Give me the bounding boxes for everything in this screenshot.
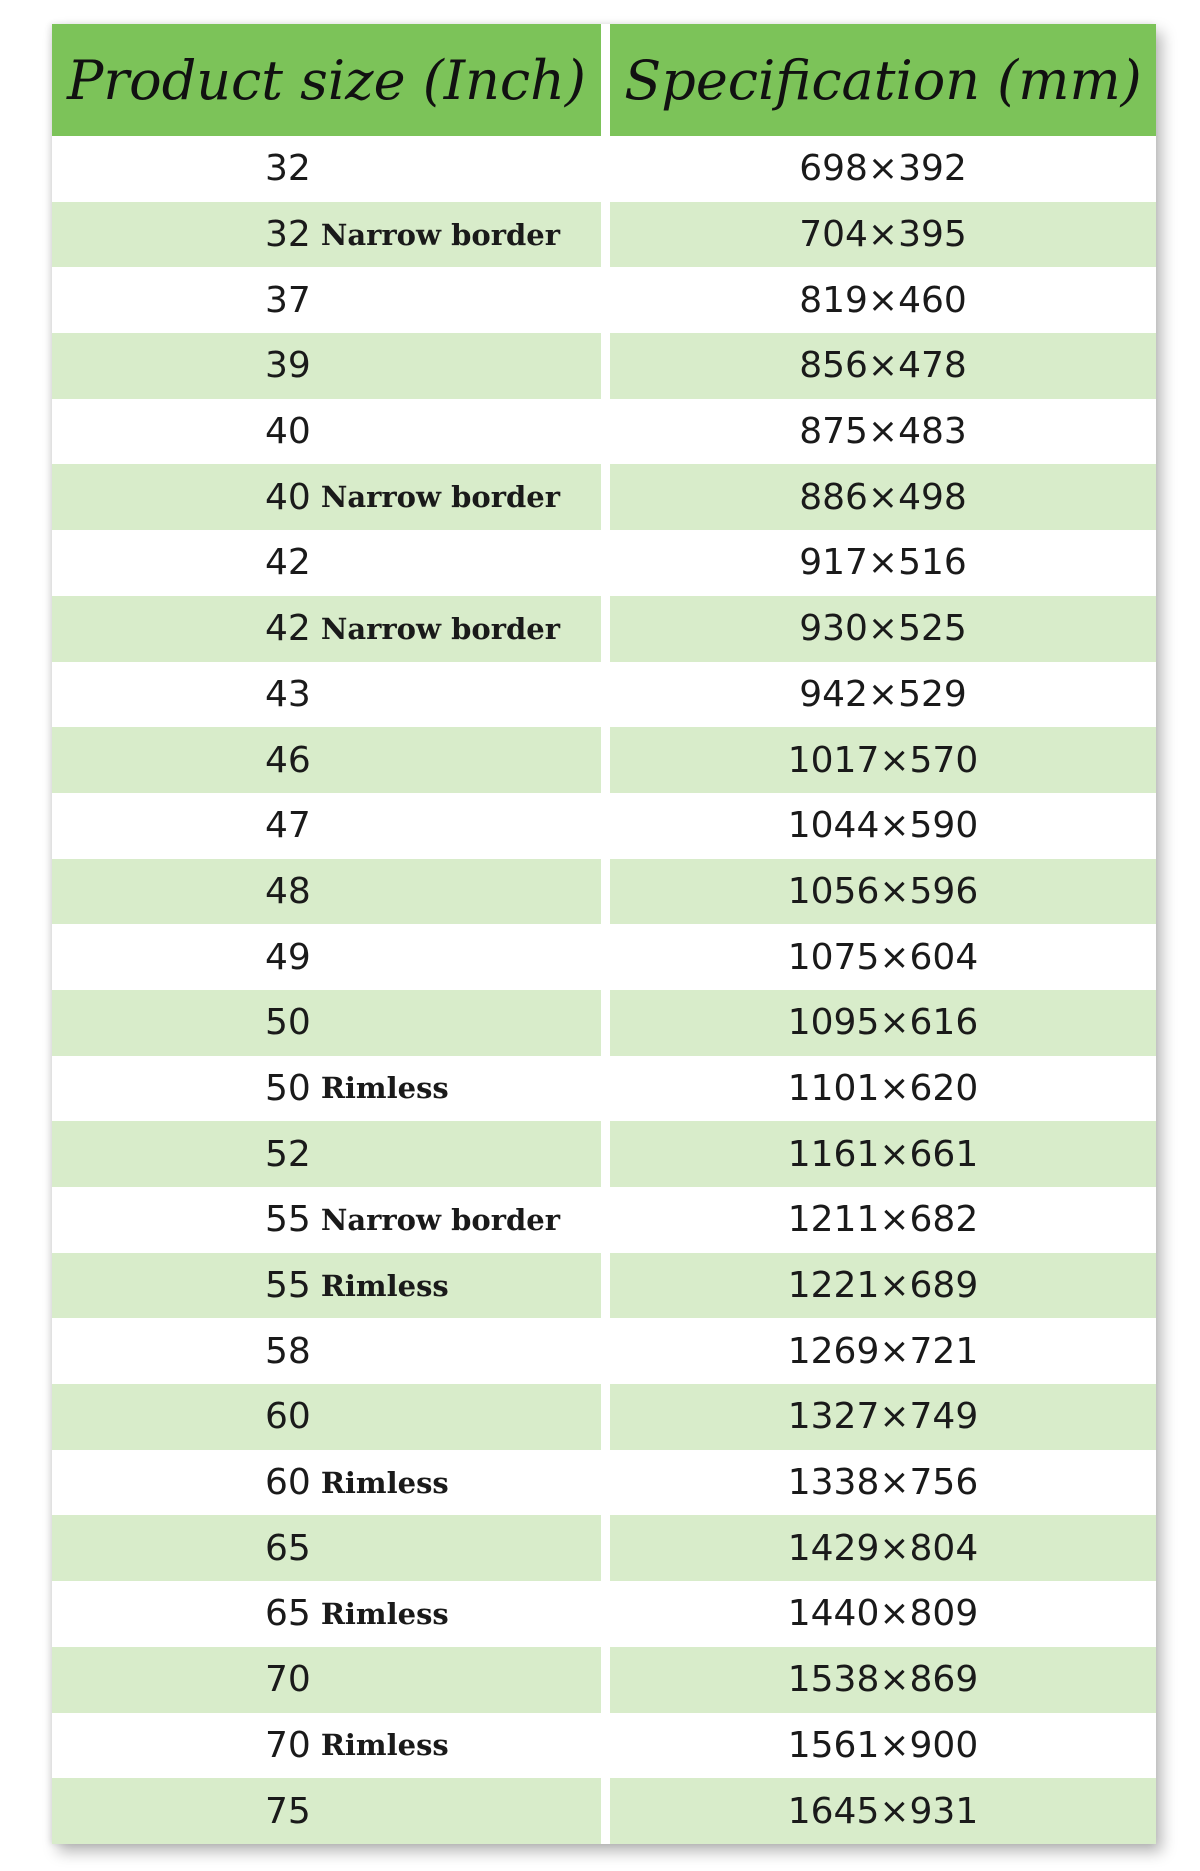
size-variant-note: Narrow border [320,611,560,646]
size-variant-note: Rimless [320,1465,449,1500]
specification-cell [610,399,1156,465]
specification-value: 704×395 [799,214,967,256]
product-size-cell [52,1581,601,1647]
product-size-cell [52,662,601,728]
product-size-cell [52,1450,601,1516]
size-value: 42 [265,608,311,650]
header-product-size: Product size (Inch) [52,24,601,136]
specification-cell [610,1056,1156,1122]
specification-value: 1429×804 [787,1527,979,1569]
size-value: 65 [265,1593,311,1635]
specification-value: 1440×809 [787,1593,979,1635]
size-value: 32 [265,148,311,190]
specification-cell [610,596,1156,662]
product-size-cell [52,1515,601,1581]
specification-value: 1044×590 [787,805,979,847]
size-value: 70 [265,1724,311,1766]
product-size-cell [52,1778,601,1844]
specification-value: 698×392 [799,148,967,190]
specification-value: 917×516 [799,542,967,584]
table-row [52,1187,1156,1253]
product-size-cell [52,924,601,990]
table-row [52,202,1156,268]
specification-cell [610,1253,1156,1319]
specification-cell [610,1581,1156,1647]
product-size-cell [52,859,601,925]
size-value: 40 [265,476,311,518]
specification-value: 1269×721 [787,1330,979,1372]
specification-cell [610,1515,1156,1581]
table-row [52,267,1156,333]
product-size-cell [52,136,601,202]
specification-cell [610,924,1156,990]
specification-value: 1161×661 [787,1133,979,1175]
specification-cell [610,1384,1156,1450]
product-size-cell [52,1318,601,1384]
specification-cell [610,1187,1156,1253]
table-row [52,333,1156,399]
specification-value: 1017×570 [787,739,979,781]
table-row [52,1647,1156,1713]
specification-cell [610,1778,1156,1844]
size-value: 58 [265,1330,311,1372]
table-row [52,399,1156,465]
table-row [52,990,1156,1056]
specification-value: 1327×749 [787,1396,979,1438]
product-size-cell [52,596,601,662]
product-size-cell [52,333,601,399]
product-size-cell [52,1056,601,1122]
size-value: 65 [265,1527,311,1569]
specification-cell [610,136,1156,202]
specification-cell [610,1713,1156,1779]
specification-value: 1101×620 [787,1067,979,1109]
specification-cell [610,859,1156,925]
size-variant-note: Rimless [320,1596,449,1631]
specification-value: 930×525 [799,608,967,650]
size-value: 40 [265,411,311,453]
product-size-cell [52,1713,601,1779]
specification-value: 1338×756 [787,1462,979,1504]
specification-value: 886×498 [799,476,967,518]
product-size-cell [52,1121,601,1187]
specification-cell [610,202,1156,268]
product-size-cell [52,202,601,268]
product-size-cell [52,990,601,1056]
specification-cell [610,1450,1156,1516]
product-size-cell [52,464,601,530]
specification-value: 1056×596 [787,870,979,912]
specification-value: 942×529 [799,673,967,715]
specification-value: 1221×689 [787,1265,979,1307]
size-value: 39 [265,345,311,387]
table-body [52,136,1156,1844]
specification-cell [610,333,1156,399]
size-value: 55 [265,1199,311,1241]
table-row [52,1384,1156,1450]
size-value: 55 [265,1265,311,1307]
table-row [52,1253,1156,1319]
specification-cell [610,793,1156,859]
specification-value: 875×483 [799,411,967,453]
size-value: 43 [265,673,311,715]
specification-cell [610,727,1156,793]
specification-value: 1075×604 [787,936,979,978]
size-value: 32 [265,214,311,256]
product-size-cell [52,399,601,465]
table-row [52,793,1156,859]
size-value: 37 [265,279,311,321]
size-value: 50 [265,1002,311,1044]
size-variant-note: Rimless [320,1268,449,1303]
specification-value: 1095×616 [787,1002,979,1044]
specification-cell [610,530,1156,596]
table-row [52,727,1156,793]
table-row [52,662,1156,728]
specification-cell [610,1121,1156,1187]
table-row [52,464,1156,530]
size-variant-note: Narrow border [320,1202,560,1237]
size-spec-table [52,24,1156,1844]
product-size-cell [52,793,601,859]
size-value: 48 [265,870,311,912]
size-value: 49 [265,936,311,978]
size-variant-note: Rimless [320,1728,449,1763]
specification-cell [610,1318,1156,1384]
table-row [52,596,1156,662]
specification-value: 1561×900 [787,1724,979,1766]
size-value: 60 [265,1396,311,1438]
specification-cell [610,464,1156,530]
size-variant-note: Rimless [320,1071,449,1106]
size-value: 52 [265,1133,311,1175]
size-value: 47 [265,805,311,847]
table-row [52,136,1156,202]
size-value: 42 [265,542,311,584]
table-row [52,1713,1156,1779]
size-value: 50 [265,1067,311,1109]
specification-value: 1645×931 [787,1790,979,1832]
table-row [52,924,1156,990]
product-size-cell [52,1647,601,1713]
table-row [52,1121,1156,1187]
product-size-cell [52,1384,601,1450]
specification-cell [610,662,1156,728]
specification-value: 819×460 [799,279,967,321]
size-value: 70 [265,1659,311,1701]
size-variant-note: Narrow border [320,217,560,252]
specification-cell [610,1647,1156,1713]
table-row [52,1515,1156,1581]
table-row [52,1318,1156,1384]
header-specification: Specification (mm) [610,24,1156,136]
table-row [52,1450,1156,1516]
specification-value: 1538×869 [787,1659,979,1701]
size-variant-note: Narrow border [320,480,560,515]
product-size-cell [52,1253,601,1319]
size-value: 60 [265,1462,311,1504]
table-row [52,1581,1156,1647]
table-header-row [52,24,1156,136]
table-row [52,1056,1156,1122]
specification-value: 856×478 [799,345,967,387]
product-size-cell [52,727,601,793]
table-row [52,1778,1156,1844]
specification-cell [610,267,1156,333]
table-row [52,530,1156,596]
table-row [52,859,1156,925]
size-value: 46 [265,739,311,781]
product-size-cell [52,1187,601,1253]
product-size-cell [52,267,601,333]
specification-value: 1211×682 [787,1199,979,1241]
product-size-cell [52,530,601,596]
specification-cell [610,990,1156,1056]
size-value: 75 [265,1790,311,1832]
